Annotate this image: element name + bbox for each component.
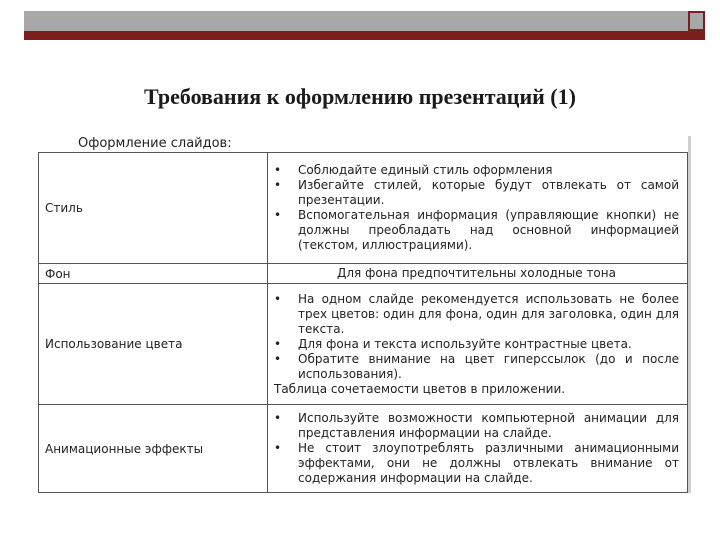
bullet-icon: •	[274, 178, 282, 192]
bullet-icon: •	[274, 163, 282, 177]
table-shadow	[688, 136, 691, 493]
header-bar-red	[24, 31, 688, 40]
table-row	[39, 405, 688, 493]
bullet-icon: •	[274, 411, 282, 425]
slide-title: Требования к оформлению презентаций (1)	[144, 84, 576, 109]
table-row	[39, 153, 688, 264]
row-note: Таблица сочетаемости цветов в приложении.	[274, 381, 566, 396]
row-description: Для фона предпочтительны холодные тона	[268, 264, 688, 284]
corner-square-inner	[690, 13, 703, 29]
table-caption: Оформление слайдов:	[78, 136, 232, 151]
bullet-icon: •	[274, 336, 282, 351]
row-name: Использование цвета	[39, 284, 268, 405]
list-item: • Избегайте стилей, которые будут отвлекать от самой презентации.	[274, 178, 679, 207]
row-name: Стиль	[39, 153, 268, 264]
row-name: Фон	[39, 264, 268, 284]
list-item: • Обратите внимание на цвет гиперссылок (до и после использования).	[274, 351, 679, 381]
row-name: Анимационные эффекты	[39, 405, 268, 493]
row-description	[268, 153, 688, 264]
bullet-icon: •	[274, 208, 282, 222]
list-item: • Для фона и текста используйте контрастные цвета.	[274, 336, 632, 351]
header-bar-grey	[24, 11, 688, 32]
row-description	[268, 284, 688, 405]
table-row	[39, 284, 688, 405]
list-item: • Не стоит злоупотреблять различными анимационными эффектами, они не должны отвлекать внимание от содержания информации на слайде.	[274, 441, 679, 485]
bullet-icon: •	[274, 441, 282, 455]
list-item: • Используйте возможности компьютерной анимации для представления информации на слайде.	[274, 411, 679, 440]
list-item: • На одном слайде рекомендуется использовать не более трех цветов: один для фона, один для заголовка, один для текста.	[274, 291, 679, 336]
bullet-icon: •	[274, 351, 282, 366]
table-row	[39, 264, 688, 284]
requirements-table	[38, 152, 688, 493]
list-item: • Вспомогательная информация (управляющие кнопки) не должны преобладать над основной информацией (текстом, иллюстрациями).	[274, 208, 679, 252]
list-item: • Соблюдайте единый стиль оформления	[274, 163, 553, 177]
row-description	[268, 405, 688, 493]
bullet-icon: •	[274, 291, 282, 306]
